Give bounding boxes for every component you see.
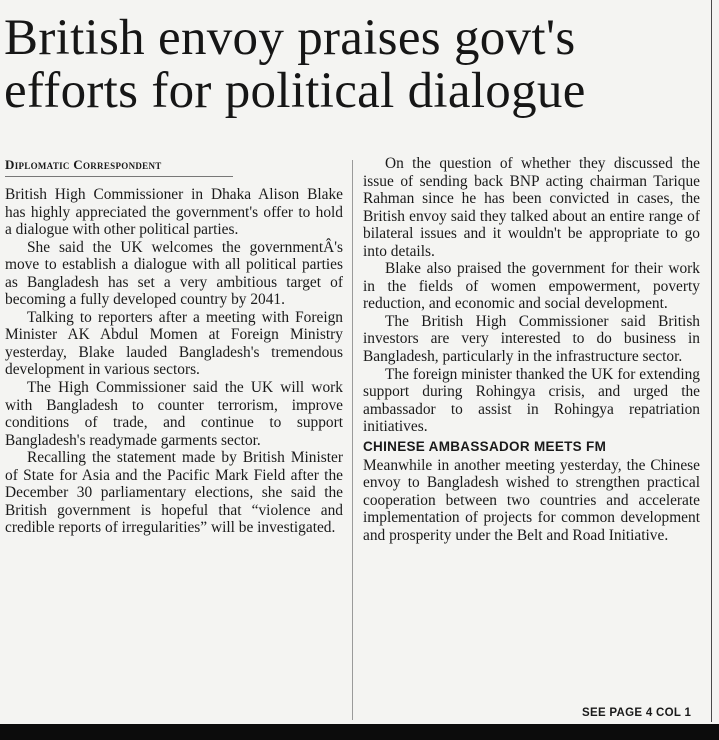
byline: Diplomatic Correspondent xyxy=(5,156,233,177)
paragraph: Meanwhile in another meeting yesterday, the Chinese envoy to Bangladesh wished to strengthen practical cooperation between two countries and accelerate implementation of projects for common development and prosperity under the Belt and Road Initiative. xyxy=(363,456,700,544)
article-column-right xyxy=(363,155,700,544)
subhead: CHINESE AMBASSADOR MEETS FM xyxy=(363,438,607,454)
bottom-edge-bar xyxy=(0,724,719,740)
column-rule-right xyxy=(711,0,712,722)
continued-jump-line[interactable]: SEE PAGE 4 COL 1 xyxy=(582,707,692,719)
headline-line-1: British envoy praises govt's xyxy=(4,10,576,66)
headline-line-2: efforts for political dialogue xyxy=(4,63,586,119)
paragraph: The High Commissioner said the UK will work with Bangladesh to counter terrorism, improve conditions of trade, and continue to support Bangladesh's readymade garments sector. xyxy=(5,379,343,449)
paragraph: Blake also praised the government for their work in the fields of women empowerment, poverty reduction, and economic and social development. xyxy=(363,260,700,313)
paragraph: The foreign minister thanked the UK for extending support during Rohingya crisis, and urged the ambassador to assist in Rohingya repatriation initiatives. xyxy=(363,365,700,436)
paragraph: Recalling the statement made by British Minister of State for Asia and the Pacific Mark Field after the December 30 parliamentary elections, she said the British government is hopeful that “violence and credible reports of irregularities” will be investigated. xyxy=(5,449,343,537)
paragraph: She said the UK welcomes the governmentÂ's move to establish a dialogue with all political parties as Bangladesh has set a very ambitious target of becoming a fully developed country by 2041. xyxy=(5,238,343,309)
column-divider xyxy=(352,160,353,720)
article-column-left xyxy=(5,156,343,537)
headline xyxy=(4,12,708,118)
paragraph: On the question of whether they discussed the issue of sending back BNP acting chairman Tarique Rahman since he has been convicted in cases, the British envoy said they talked about an entire range of bilateral issues and it wouldn't be appropriate to go into details. xyxy=(363,155,700,260)
paragraph: British High Commissioner in Dhaka Alison Blake has highly appreciated the government's offer to hold a dialogue with other political parties. xyxy=(5,186,343,239)
paragraph: The British High Commissioner said British investors are very interested to do business in Bangladesh, particularly in the infrastructure sector. xyxy=(363,312,700,366)
paragraph: Talking to reporters after a meeting with Foreign Minister AK Abdul Momen at Foreign Ministry yesterday, Blake lauded Bangladesh's tremendous development in various sectors. xyxy=(5,308,343,379)
